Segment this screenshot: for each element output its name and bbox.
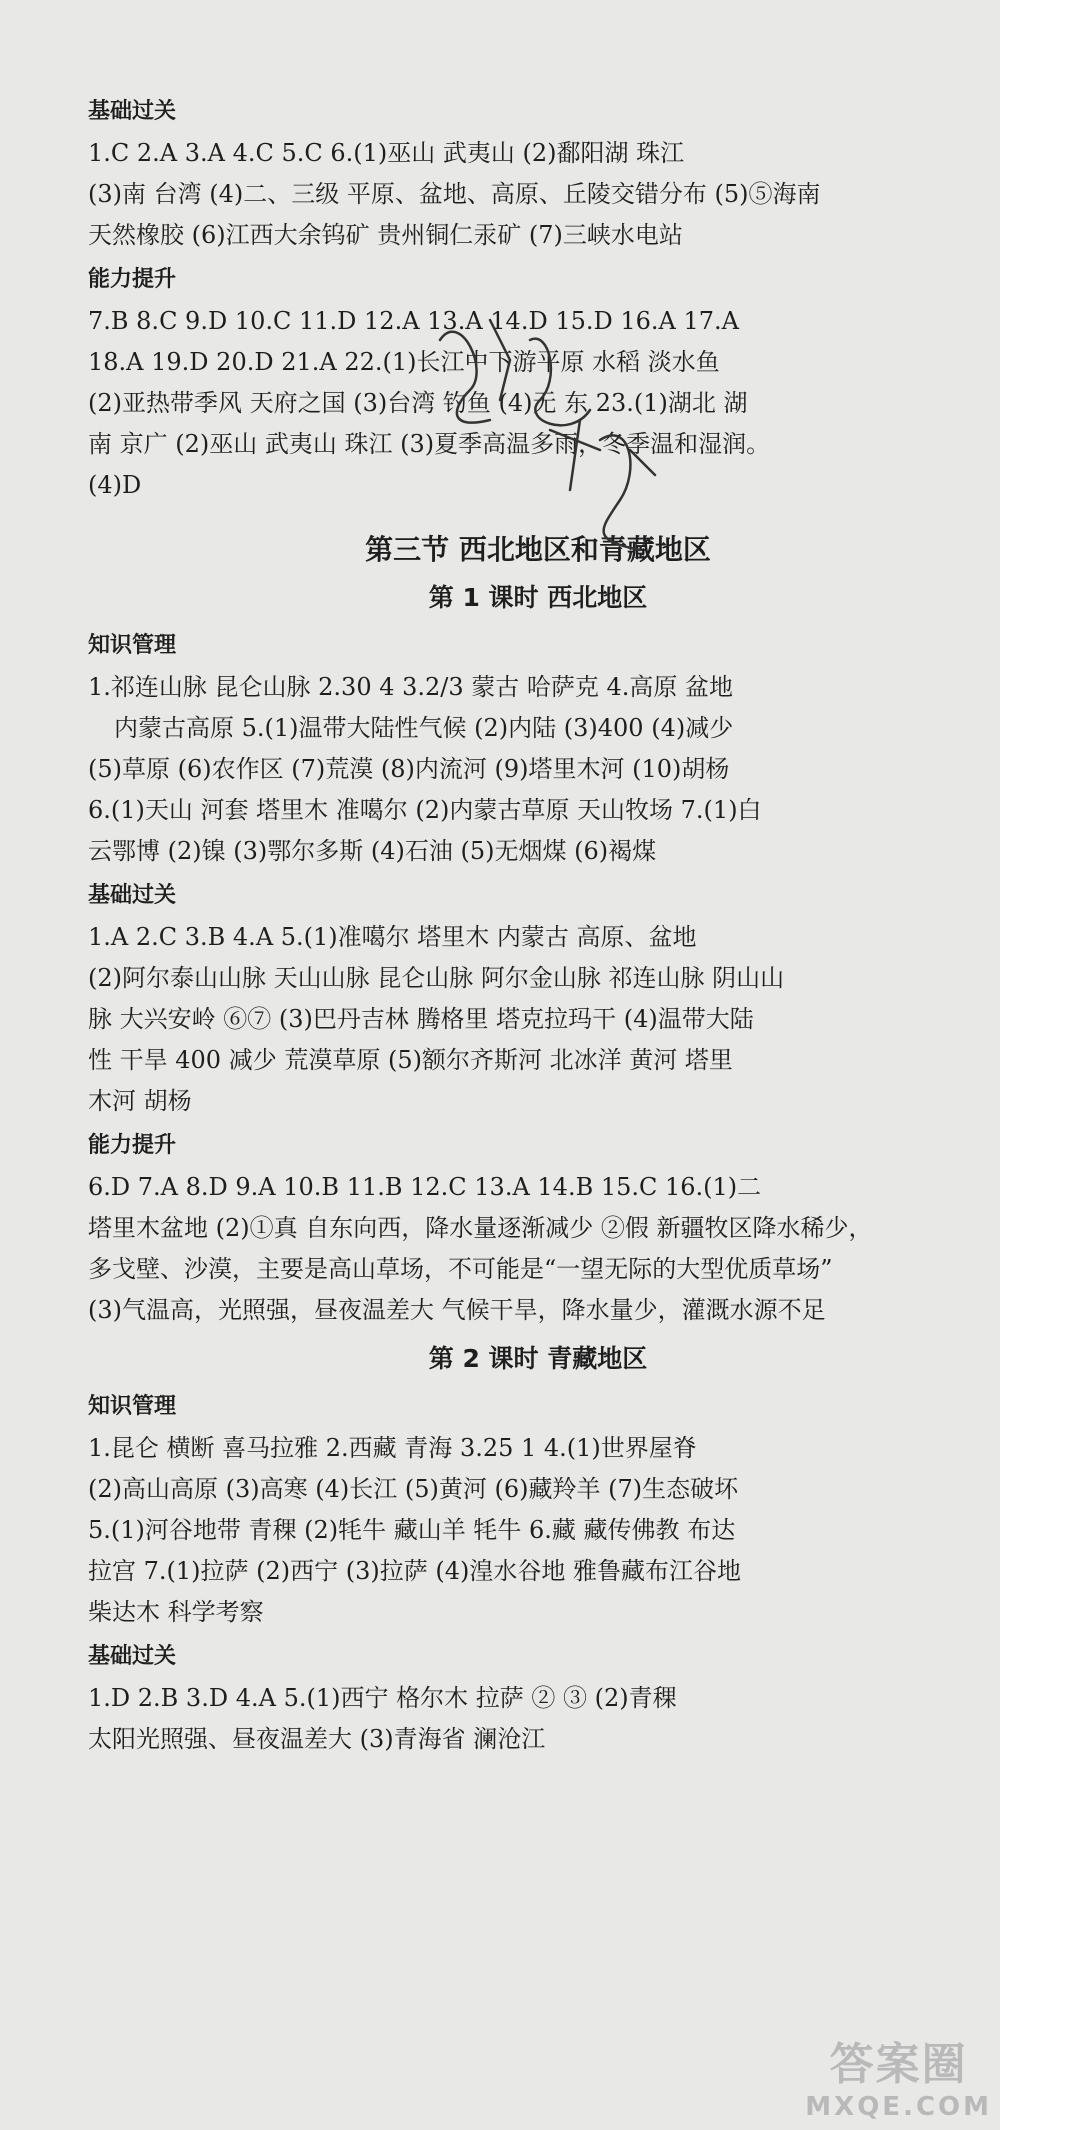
answer-line: (3)气温高，光照强，昼夜温差大 气候干旱，降水量少，灌溉水源不足 <box>88 1296 826 1324</box>
answer-line: (4)D <box>88 471 142 499</box>
answer-line: (2)阿尔泰山山脉 天山山脉 昆仑山脉 阿尔金山脉 祁连山脉 阴山山 <box>88 964 785 992</box>
answer-line: 1.祁连山脉 昆仑山脉 2.30 4 3.2/3 蒙古 哈萨克 4.高原 盆地 <box>88 673 734 701</box>
answer-line: 多戈壁、沙漠，主要是高山草场，不可能是“一望无际的大型优质草场” <box>88 1255 833 1283</box>
handwriting-scribble <box>430 300 670 560</box>
answer-line: 天然橡胶 (6)江西大余钨矿 贵州铜仁汞矿 (7)三峡水电站 <box>88 221 683 249</box>
answer-line: 1.D 2.B 3.D 4.A 5.(1)西宁 格尔木 拉萨 ② ③ (2)青稞 <box>88 1684 677 1712</box>
answer-line: 南 京广 (2)巫山 武夷山 珠江 (3)夏季高温多雨，冬季温和湿润。 <box>88 430 771 458</box>
answer-line: 6.(1)天山 河套 塔里木 准噶尔 (2)内蒙古草原 天山牧场 7.(1)白 <box>88 796 762 824</box>
answer-line: 18.A 19.D 20.D 21.A 22.(1)长江中下游平原 水稻 淡水鱼 <box>88 348 720 376</box>
heading-basic-3: 基础过关 <box>88 1644 177 1669</box>
watermark <box>805 2028 992 2122</box>
answer-line: 性 干旱 400 减少 荒漠草原 (5)额尔齐斯河 北冰洋 黄河 塔里 <box>88 1046 733 1074</box>
watermark-sub: MXQE.COM <box>805 2092 992 2122</box>
answer-line: 5.(1)河谷地带 青稞 (2)牦牛 藏山羊 牦牛 6.藏 藏传佛教 布达 <box>88 1516 736 1544</box>
answer-line: 云鄂博 (2)镍 (3)鄂尔多斯 (4)石油 (5)无烟煤 (6)褐煤 <box>88 837 657 865</box>
answer-line: 1.A 2.C 3.B 4.A 5.(1)准噶尔 塔里木 内蒙古 高原、盆地 <box>88 923 697 951</box>
lesson-title-1: 第 1 课时 西北地区 <box>428 583 648 612</box>
heading-basic-2: 基础过关 <box>88 883 177 908</box>
answer-line: 拉宫 7.(1)拉萨 (2)西宁 (3)拉萨 (4)湟水谷地 雅鲁藏布江谷地 <box>88 1557 742 1585</box>
answer-line: (5)草原 (6)农作区 (7)荒漠 (8)内流河 (9)塔里木河 (10)胡杨 <box>88 755 730 783</box>
heading-knowledge-1: 知识管理 <box>88 633 177 658</box>
answer-line: 1.C 2.A 3.A 4.C 5.C 6.(1)巫山 武夷山 (2)鄱阳湖 珠江 <box>88 139 685 167</box>
answer-line: 塔里木盆地 (2)①真 自东向西，降水量逐渐减少 ②假 新疆牧区降水稀少， <box>88 1214 873 1242</box>
section-title: 第三节 西北地区和青藏地区 <box>365 533 711 566</box>
answer-line: 1.昆仑 横断 喜马拉雅 2.西藏 青海 3.25 1 4.(1)世界屋脊 <box>88 1434 697 1462</box>
answer-line: (2)亚热带季风 天府之国 (3)台湾 钓鱼 (4)无 东 23.(1)湖北 湖 <box>88 389 748 417</box>
lesson-title-2: 第 2 课时 青藏地区 <box>428 1344 648 1373</box>
answer-line: 6.D 7.A 8.D 9.A 10.B 11.B 12.C 13.A 14.B 15.C 16.(1)二 <box>88 1173 762 1201</box>
watermark-main: 答案圈 <box>829 2039 968 2090</box>
heading-ability-2: 能力提升 <box>88 1133 177 1158</box>
heading-knowledge-2: 知识管理 <box>88 1394 177 1419</box>
answer-line: (2)高山高原 (3)高寒 (4)长江 (5)黄河 (6)藏羚羊 (7)生态破坏 <box>88 1475 739 1503</box>
answer-line: 7.B 8.C 9.D 10.C 11.D 12.A 13.A 14.D 15.D 16.A 17.A <box>88 307 739 335</box>
answer-line: 内蒙古高原 5.(1)温带大陆性气候 (2)内陆 (3)400 (4)减少 <box>114 714 734 742</box>
heading-ability-1: 能力提升 <box>88 267 177 292</box>
answer-line: 木河 胡杨 <box>88 1087 192 1115</box>
answer-line: (3)南 台湾 (4)二、三级 平原、盆地、高原、丘陵交错分布 (5)⑤海南 <box>88 180 821 208</box>
answer-line: 脉 大兴安岭 ⑥⑦ (3)巴丹吉林 腾格里 塔克拉玛干 (4)温带大陆 <box>88 1005 754 1033</box>
heading-basic-1: 基础过关 <box>88 99 177 124</box>
answer-line: 太阳光照强、昼夜温差大 (3)青海省 澜沧江 <box>88 1725 546 1753</box>
answer-line: 柴达木 科学考察 <box>88 1598 264 1626</box>
